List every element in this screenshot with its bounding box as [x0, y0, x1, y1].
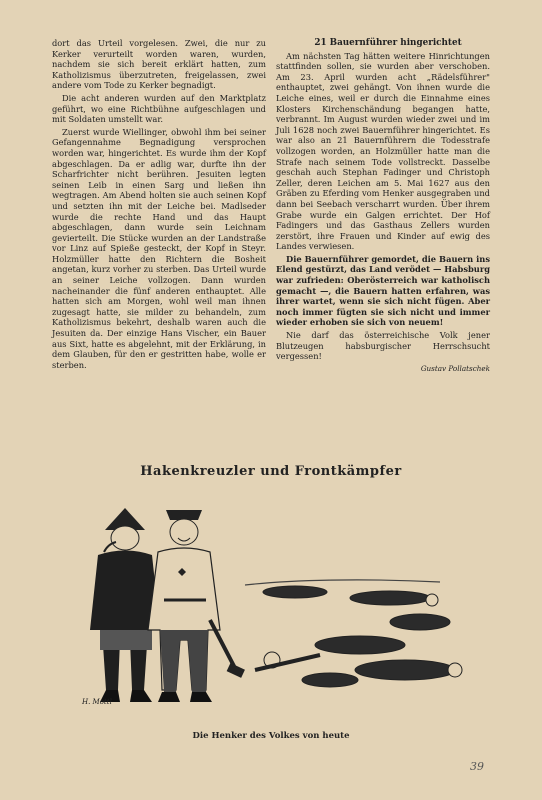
illustration-caption: Die Henker des Volkes von heute	[192, 731, 350, 741]
paragraph: Am nächsten Tag hätten weitere Hinrichtungen stattfinden sollen, sie wurden aber verschoben. Am 23. April wurden acht „Rädelsführer" enthauptet, zwei gehängt. Von ihnen wurde die Leiche eines, weil er durch die Einnahme eines Klosters Kirchenschändung begangen hatte, verbrannt. Im August wurden wieder zwei und im Juli 1628 noch zwei Bauernführer hingerichtet. Es war also an 21 Bauernführern die Todesstrafe vollzogen worden, an Holzmüller hatte man die Strafe nach seinem Tode vollstreckt. Dasselbe geschah auch Stephan Fadinger und Christoph Zeller, deren Leichen am 5. Mai 1627 aus den Gräben zu Eferding vom Henker ausgegraben und dann bei Seebach verscharrt wurden. Über ihrem Grabe wurde ein Galgen errichtet. Der Hof Fadingers und das Gasthaus Zellers wurden zerstört, ihre Frauen und Kinder auf ewig des Landes verwiesen.	[276, 50, 490, 252]
author-signature: Gustav Pollatschek	[420, 363, 490, 373]
illustration-headline: Hakenkreuzler und Frontkämpfer	[140, 464, 402, 479]
right-text-column	[276, 38, 490, 376]
article-title: 21 Bauernführer hingerichtet	[314, 38, 462, 48]
paragraph: Zuerst wurde Wiellinger, obwohl ihm bei seiner Gefangennahme Begnadigung versprochen worden war, hingerichtet. Es wurde ihm der Kopf abgeschlagen. Da er adlig war, durfte ihn der Scharfrichter nicht berühren. Jesuiten legten seinen Leib in einen Sarg und ließen ihn wegtragen. Am Abend holten sie auch seinen Kopf und setzten ihn mit der Leiche bei. Madlseder wurde die rechte Hand und das Haupt abgeschlagen, dann wurde sein Leichnam gevierteilt. Die Stücke wurden an der Landstraße vor Linz auf Spieße gesteckt, der Kopf in Steyr. Holzmüller hatte den Richtern die Bosheit angetan, kurz vorher zu sterben. Das Urteil wurde an seiner Leiche vollzogen. Dann wurden nacheinander die fünf anderen enthauptet. Alle hatten sich am Morgen, wohl weil man ihnen zugesagt hatte, sie milder zu behandeln, zum Katholizismus bekehrt, deshalb waren auch die Jesuiten da. Der einzige Hans Vischer, ein Bauer aus Sixt, hatte es abgelehnt, mit der Erklärung, in dem Glauben, für den er gestritten habe, wolle er sterben.	[52, 126, 266, 370]
caricature-illustration	[60, 480, 480, 730]
paragraph: Nie darf das österreichische Volk jener Blutzeugen habsburgischer Herrschsucht vergessen!	[276, 330, 490, 362]
paragraph: Die acht anderen wurden auf den Marktplatz geführt, wo eine Richtbühne aufgeschlagen und mit Soldaten umstellt war.	[52, 92, 266, 125]
left-text-column	[52, 38, 266, 372]
paragraph: dort das Urteil vorgelesen. Zwei, die nur zu Kerker verurteilt worden waren, wurden, nachdem sie sich bereit erklärt hatten, zum Katholizismus überzutreten, freigelassen, zwei andere vom Tode zu Kerker begnadigt.	[52, 38, 266, 91]
artist-signature: H. Mottl	[82, 698, 112, 706]
page-number: 39	[470, 760, 484, 773]
paragraph: Die Bauernführer gemordet, die Bauern ins Elend gestürzt, das Land verödet — Habsburg war zufrieden: Oberösterreich war katholisch gemacht —, die Bauern hatten erfahren, was ihrer wartet, wenn sie sich nicht fügen. Aber noch immer fügten sie sich nicht und immer wieder erhoben sie sich von neuem!	[276, 253, 490, 328]
